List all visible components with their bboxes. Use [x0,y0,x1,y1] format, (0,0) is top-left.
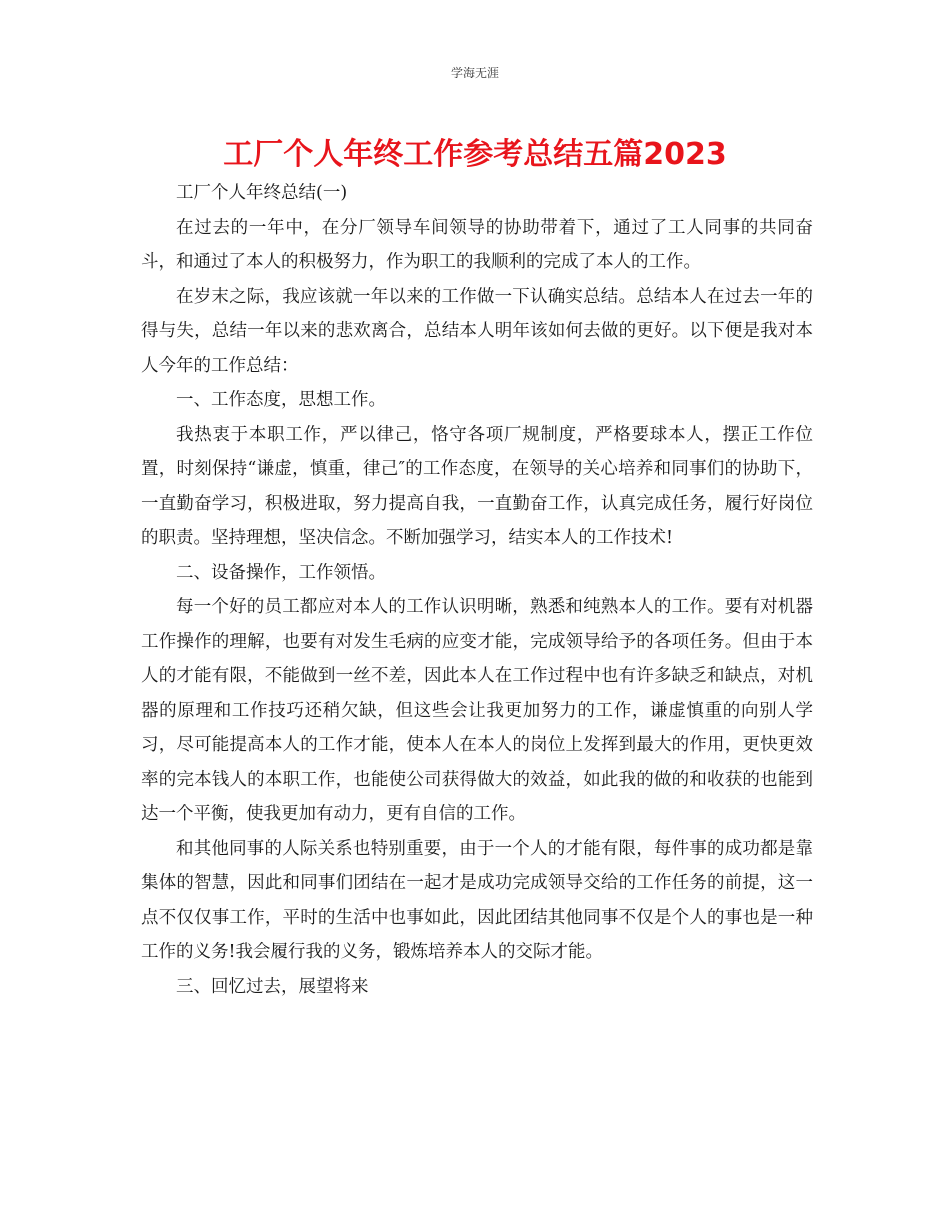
paragraph: 在岁末之际，我应该就一年以来的工作做一下认确实总结。总结本人在过去一年的得与失，总结一年以来的悲欢离合，总结本人明年该如何去做的更好。以下便是我对本人今年的工作总结： [141,286,813,376]
paragraph: 我热衷于本职工作，严以律己，恪守各项厂规制度，严格要球本人，摆正工作位置，时刻保持“谦虚，慎重，律己″的工作态度，在领导的关心培养和同事们的协助下，一直勤奋学习，积极进取，努力提高自我，一直勤奋工作，认真完成任务，履行好岗位的职责。坚持理想，坚决信念。不断加强学习，结实本人的工作技术! [141,424,813,548]
document-body [141,176,813,1004]
paragraph: 每一个好的员工都应对本人的工作认识明晰，熟悉和纯熟本人的工作。要有对机器工作操作的理解，也要有对发生毛病的应变才能，完成领导给予的各项任务。但由于本人的才能有限，不能做到一丝不差，因此本人在工作过程中也有许多缺乏和缺点，对机器的原理和工作技巧还稍欠缺，但这些会让我更加努力的工作，谦虚慎重的向别人学习，尽可能提高本人的工作才能，使本人在本人的岗位上发挥到最大的作用，更快更效率的完本钱人的本职工作，也能使公司获得做大的效益，如此我的做的和收获的也能到达一个平衡，使我更加有动力，更有自信的工作。 [141,597,813,824]
subheading-1: 一、工作态度，思想工作。 [176,390,386,410]
document-title: 工厂个人年终工作参考总结五篇2023 [223,137,727,172]
page-header: 学海无涯 [450,66,499,80]
subheading-2: 二、设备操作，工作领悟。 [176,562,386,583]
paragraph: 在过去的一年中，在分厂领导车间领导的协助带着下，通过了工人同事的共同奋斗，和通过了本人的积极努力，作为职工的我顺利的完成了本人的工作。 [141,217,813,272]
paragraph: 和其他同事的人际关系也特别重要，由于一个人的才能有限，每件事的成功都是靠集体的智慧，因此和同事们团结在一起才是成功完成领导交给的工作任务的前提，这一点不仅仅事工作，平时的生活中也事如此，因此团结其他同事不仅是个人的事也是一种工作的义务!我会履行我的义务，锻炼培养本人的交际才能。 [141,838,813,962]
subheading-3: 三、回忆过去，展望将来 [176,976,369,997]
section-heading-1: 工厂个人年终总结(一) [176,183,348,203]
